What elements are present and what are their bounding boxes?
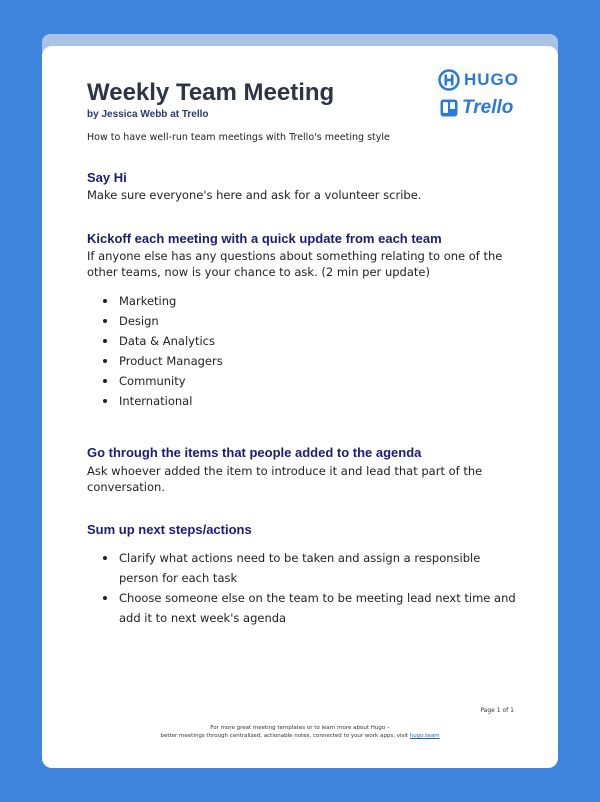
intro-text: How to have well-run team meetings with Trello's meeting style xyxy=(87,132,390,143)
list-item xyxy=(87,371,517,391)
section-body-agenda: Ask whoever added the item to introduce it and lead that part of the conversation. xyxy=(87,464,483,494)
bullet-icon xyxy=(103,399,107,403)
footer-line-2-text: better meetings through centralized, actionable notes, connected to your work apps, visit xyxy=(160,733,409,739)
page-footer xyxy=(42,724,558,740)
list-item-text: Design xyxy=(119,314,159,328)
section-heading-agenda: Go through the items that people added to the agenda xyxy=(87,445,422,460)
trello-wordmark: Trello xyxy=(462,97,514,118)
list-item xyxy=(87,588,517,628)
list-item xyxy=(87,548,517,588)
hugo-team-link[interactable]: hugo.team xyxy=(409,733,440,739)
list-item xyxy=(87,291,517,311)
hugo-wordmark: HUGO xyxy=(464,70,519,89)
trello-logo xyxy=(440,96,513,120)
hugo-h-icon xyxy=(438,69,460,91)
document-page xyxy=(42,46,558,768)
hugo-logo xyxy=(438,68,519,92)
section-body-kickoff: If anyone else has any questions about something relating to one of the other teams, now is your chance to ask. (2 min per update) xyxy=(87,249,503,279)
list-item xyxy=(87,391,517,411)
bullet-icon xyxy=(103,556,107,560)
bullet-icon xyxy=(103,319,107,323)
page-number: Page 1 of 1 xyxy=(480,707,514,714)
list-item-text: Marketing xyxy=(119,294,177,308)
list-item-text: Community xyxy=(119,374,186,388)
footer-line-2 xyxy=(42,732,558,740)
section-heading-kickoff: Kickoff each meeting with a quick update from each team xyxy=(87,231,442,246)
trello-board-icon xyxy=(440,99,458,117)
list-item-text: Data & Analytics xyxy=(119,334,215,348)
bullet-icon xyxy=(103,379,107,383)
list-item-text: Clarify what actions need to be taken and assign a responsible person for each task xyxy=(119,551,481,585)
section-heading-say-hi: Say Hi xyxy=(87,170,127,185)
byline: by Jessica Webb at Trello xyxy=(87,109,209,120)
next-steps-list xyxy=(87,548,517,628)
bullet-icon xyxy=(103,359,107,363)
list-item xyxy=(87,331,517,351)
list-item xyxy=(87,311,517,331)
section-heading-next-steps: Sum up next steps/actions xyxy=(87,522,252,537)
bullet-icon xyxy=(103,339,107,343)
section-body-say-hi: Make sure everyone's here and ask for a volunteer scribe. xyxy=(87,188,422,202)
footer-line-1: For more great meeting templates or to learn more about Hugo – xyxy=(210,725,390,731)
bullet-icon xyxy=(103,299,107,303)
list-item xyxy=(87,351,517,371)
list-item-text: Product Managers xyxy=(119,354,223,368)
team-update-list xyxy=(87,291,517,411)
list-item-text: International xyxy=(119,394,193,408)
list-item-text: Choose someone else on the team to be meeting lead next time and add it to next week's agenda xyxy=(119,591,516,625)
page-title: Weekly Team Meeting xyxy=(87,79,335,106)
bullet-icon xyxy=(103,596,107,600)
